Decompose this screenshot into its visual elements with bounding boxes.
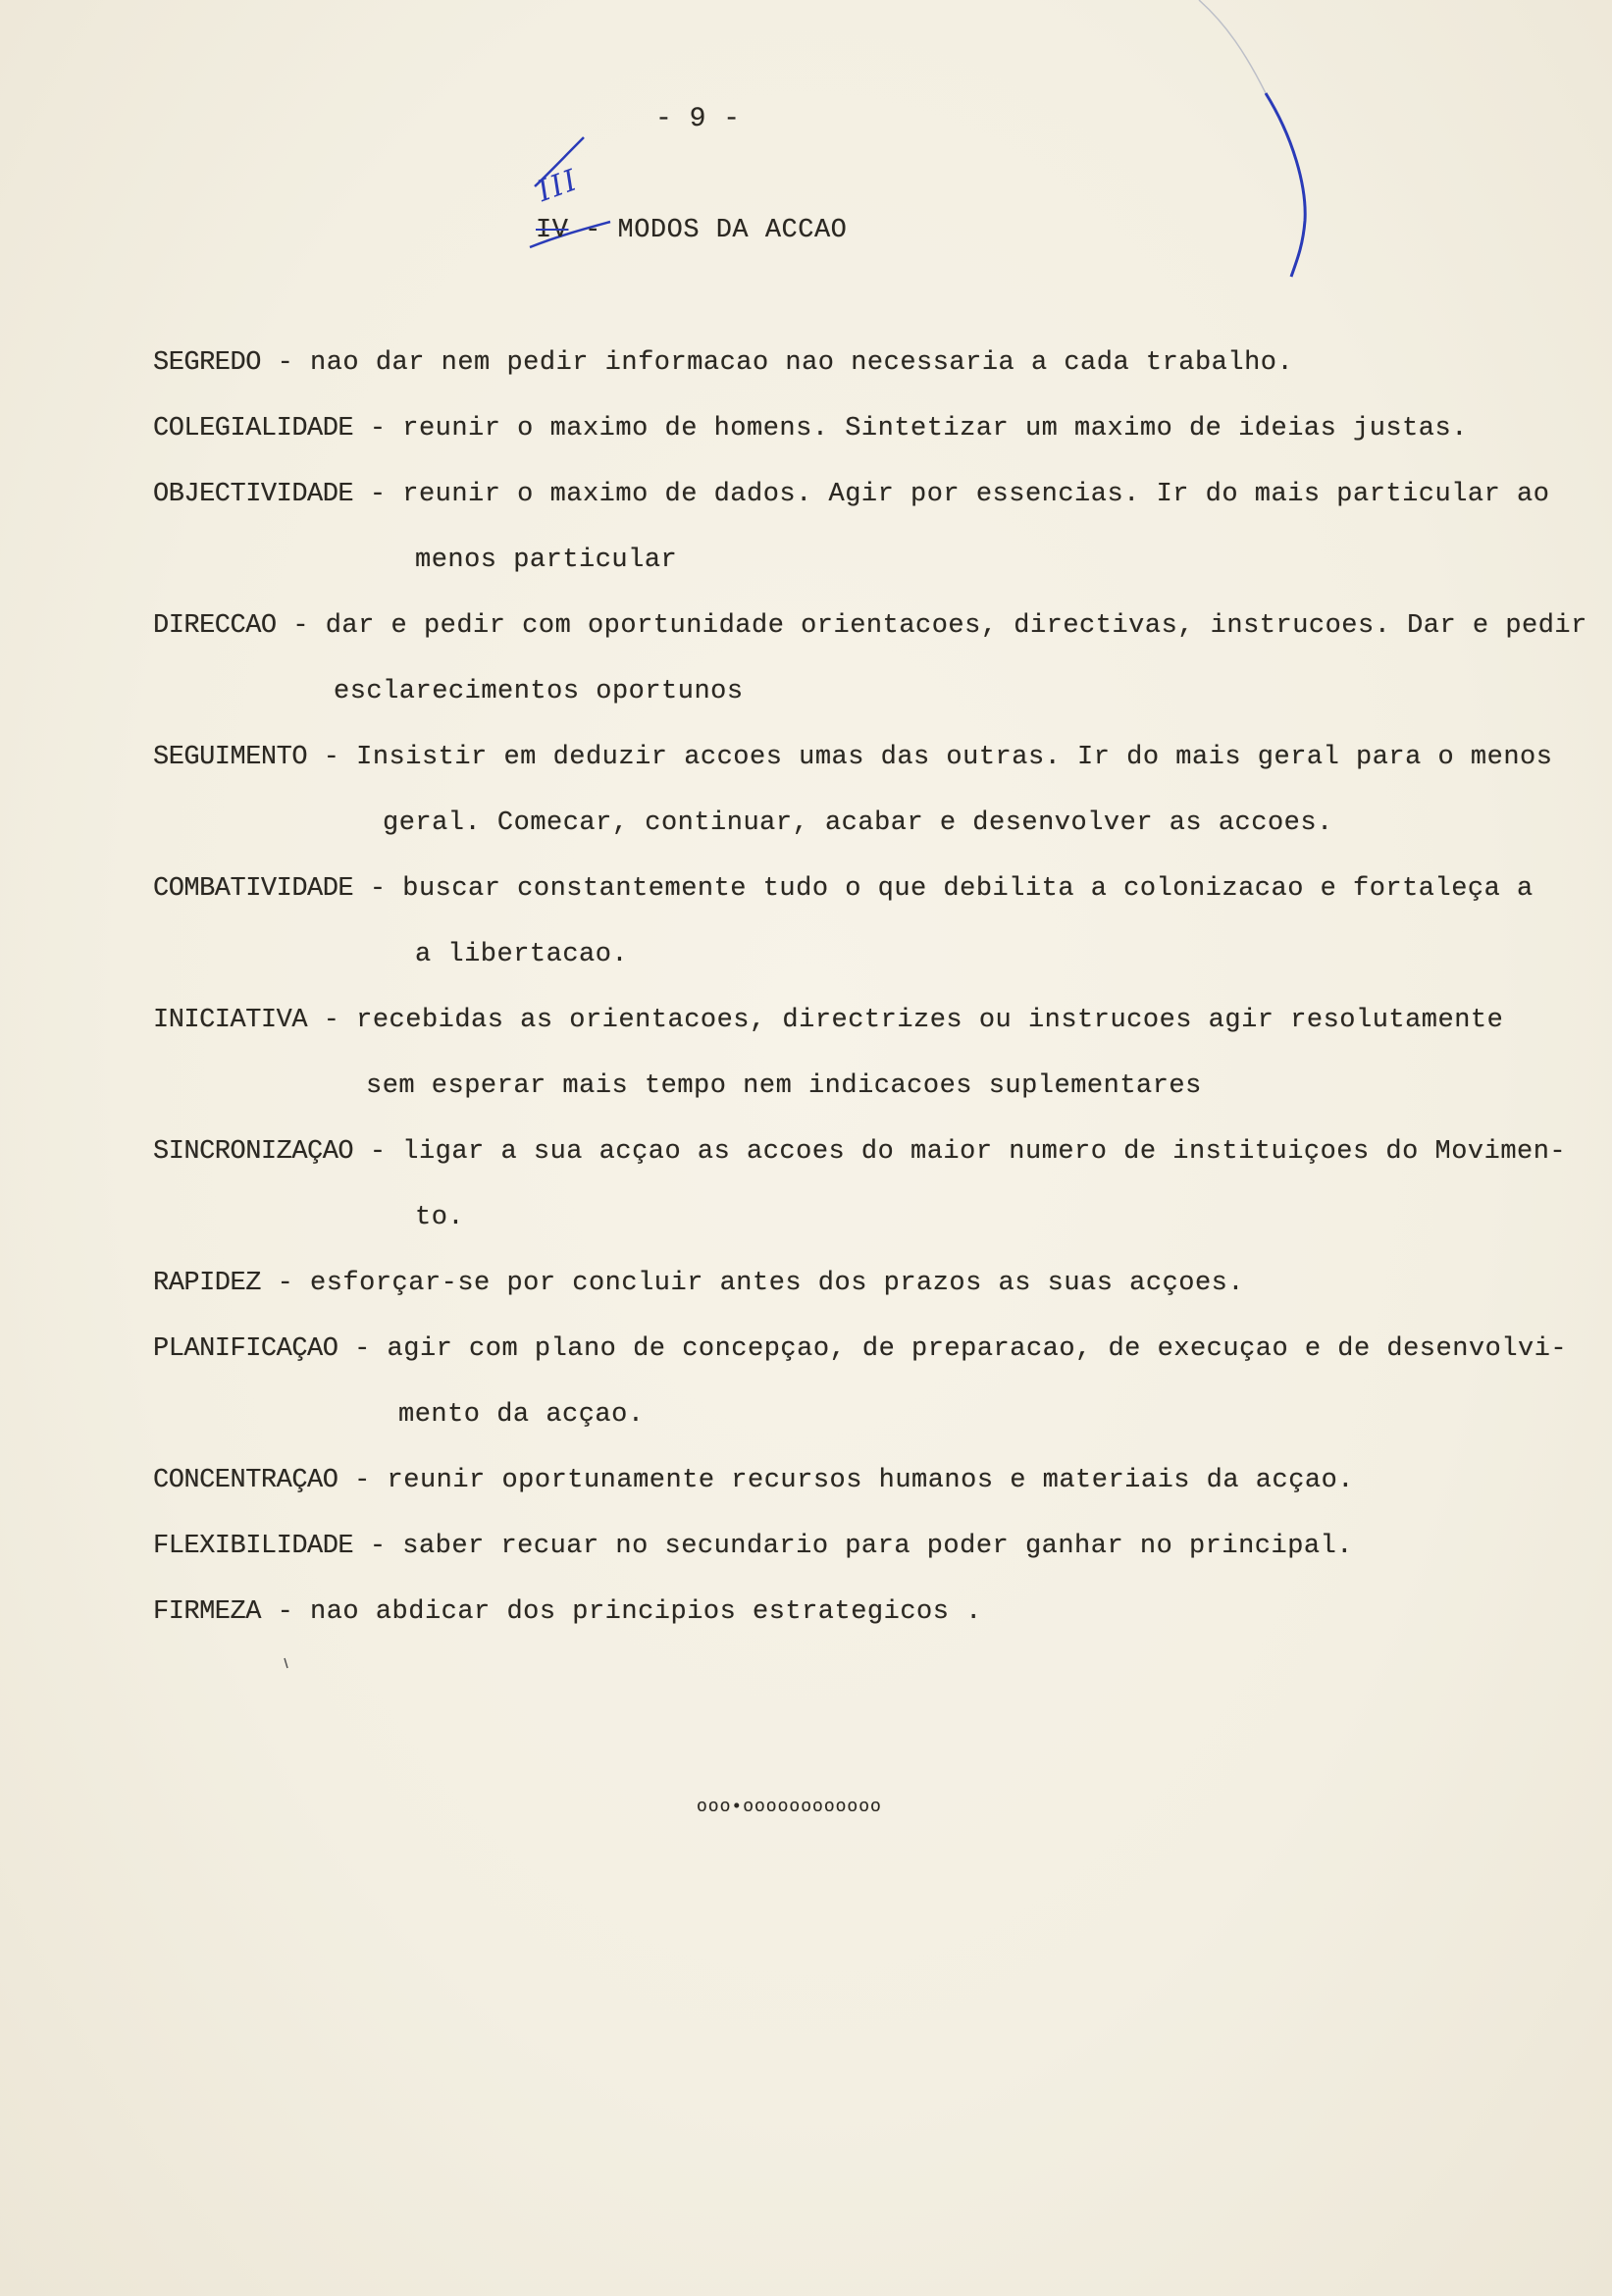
entry-line bbox=[153, 1466, 1354, 1495]
entry-continuation: a libertacao. bbox=[415, 940, 629, 969]
entry-line bbox=[153, 1269, 1244, 1298]
section-title-text: - MODOS DA ACCAO bbox=[568, 216, 848, 245]
entry-term: PLANIFICAÇAO bbox=[153, 1334, 338, 1364]
entry-text: - buscar constantemente tudo o que debilita a colonizacao e fortaleça a bbox=[353, 874, 1534, 904]
entry-continuation: mento da acçao. bbox=[398, 1400, 645, 1430]
entry-text: - reunir oportunamente recursos humanos e materiais da acçao. bbox=[338, 1466, 1355, 1495]
handwritten-section-numeral: III bbox=[533, 162, 584, 210]
entry-term: INICIATIVA bbox=[153, 1006, 308, 1035]
entry-line bbox=[153, 1334, 1567, 1364]
entry-text: - ligar a sua acçao as accoes do maior numero de instituiçoes do Movimen- bbox=[353, 1137, 1567, 1167]
end-of-section-mark: ooo•oooooooooooo bbox=[697, 1798, 882, 1817]
struck-section-numeral: IV bbox=[536, 216, 569, 245]
section-title bbox=[536, 216, 847, 245]
entry-term: SEGREDO bbox=[153, 348, 261, 378]
entry-continuation: esclarecimentos oportunos bbox=[334, 677, 744, 706]
entry-continuation: geral. Comecar, continuar, acabar e desenvolver as accoes. bbox=[383, 809, 1333, 838]
entry-text: - nao dar nem pedir informacao nao necessaria a cada trabalho. bbox=[260, 348, 1294, 378]
entry-line bbox=[153, 1532, 1353, 1561]
entry-text: - agir com plano de concepçao, de preparacao, de execuçao e de desenvolvi- bbox=[338, 1334, 1568, 1364]
entry-line bbox=[153, 348, 1293, 378]
entry-term: SEGUIMENTO bbox=[153, 743, 308, 772]
entry-term: CONCENTRAÇAO bbox=[153, 1466, 338, 1495]
entry-line bbox=[153, 1597, 982, 1627]
entry-continuation: to. bbox=[415, 1203, 465, 1232]
entry-text: - dar e pedir com oportunidade orientacoes, directivas, instrucoes. Dar e pedir bbox=[276, 611, 1587, 641]
entry-term: OBJECTIVIDADE bbox=[153, 480, 354, 509]
entry-term: COMBATIVIDADE bbox=[153, 874, 354, 904]
entry-text: - reunir o maximo de dados. Agir por essencias. Ir do mais particular ao bbox=[353, 480, 1550, 509]
entry-text: - recebidas as orientacoes, directrizes ou instrucoes agir resolutamente bbox=[307, 1006, 1504, 1035]
entry-term: RAPIDEZ bbox=[153, 1269, 261, 1298]
entry-text: - esforçar-se por concluir antes dos prazos as suas acçoes. bbox=[260, 1269, 1245, 1298]
entry-line bbox=[153, 743, 1552, 772]
entry-term: COLEGIALIDADE bbox=[153, 414, 354, 444]
entry-continuation: sem esperar mais tempo nem indicacoes suplementares bbox=[366, 1071, 1202, 1101]
page-number: - 9 - bbox=[655, 104, 741, 134]
entry-continuation: menos particular bbox=[415, 546, 678, 575]
entry-text: - Insistir em deduzir accoes umas das outras. Ir do mais geral para o menos bbox=[307, 743, 1553, 772]
entry-term: FIRMEZA bbox=[153, 1597, 261, 1627]
entry-line bbox=[153, 414, 1468, 444]
entry-line bbox=[153, 1006, 1503, 1035]
entry-text: - saber recuar no secundario para poder ganhar no principal. bbox=[353, 1532, 1354, 1561]
entry-line bbox=[153, 611, 1587, 641]
entry-text: - nao abdicar dos principios estrategicos . bbox=[260, 1597, 982, 1627]
entry-term: SINCRONIZAÇAO bbox=[153, 1137, 354, 1167]
entry-line bbox=[153, 480, 1549, 509]
entry-term: DIRECCAO bbox=[153, 611, 277, 641]
entry-line bbox=[153, 1137, 1566, 1167]
entry-term: FLEXIBILIDADE bbox=[153, 1532, 354, 1561]
entry-line bbox=[153, 874, 1534, 904]
entry-text: - reunir o maximo de homens. Sintetizar um maximo de ideias justas. bbox=[353, 414, 1468, 444]
